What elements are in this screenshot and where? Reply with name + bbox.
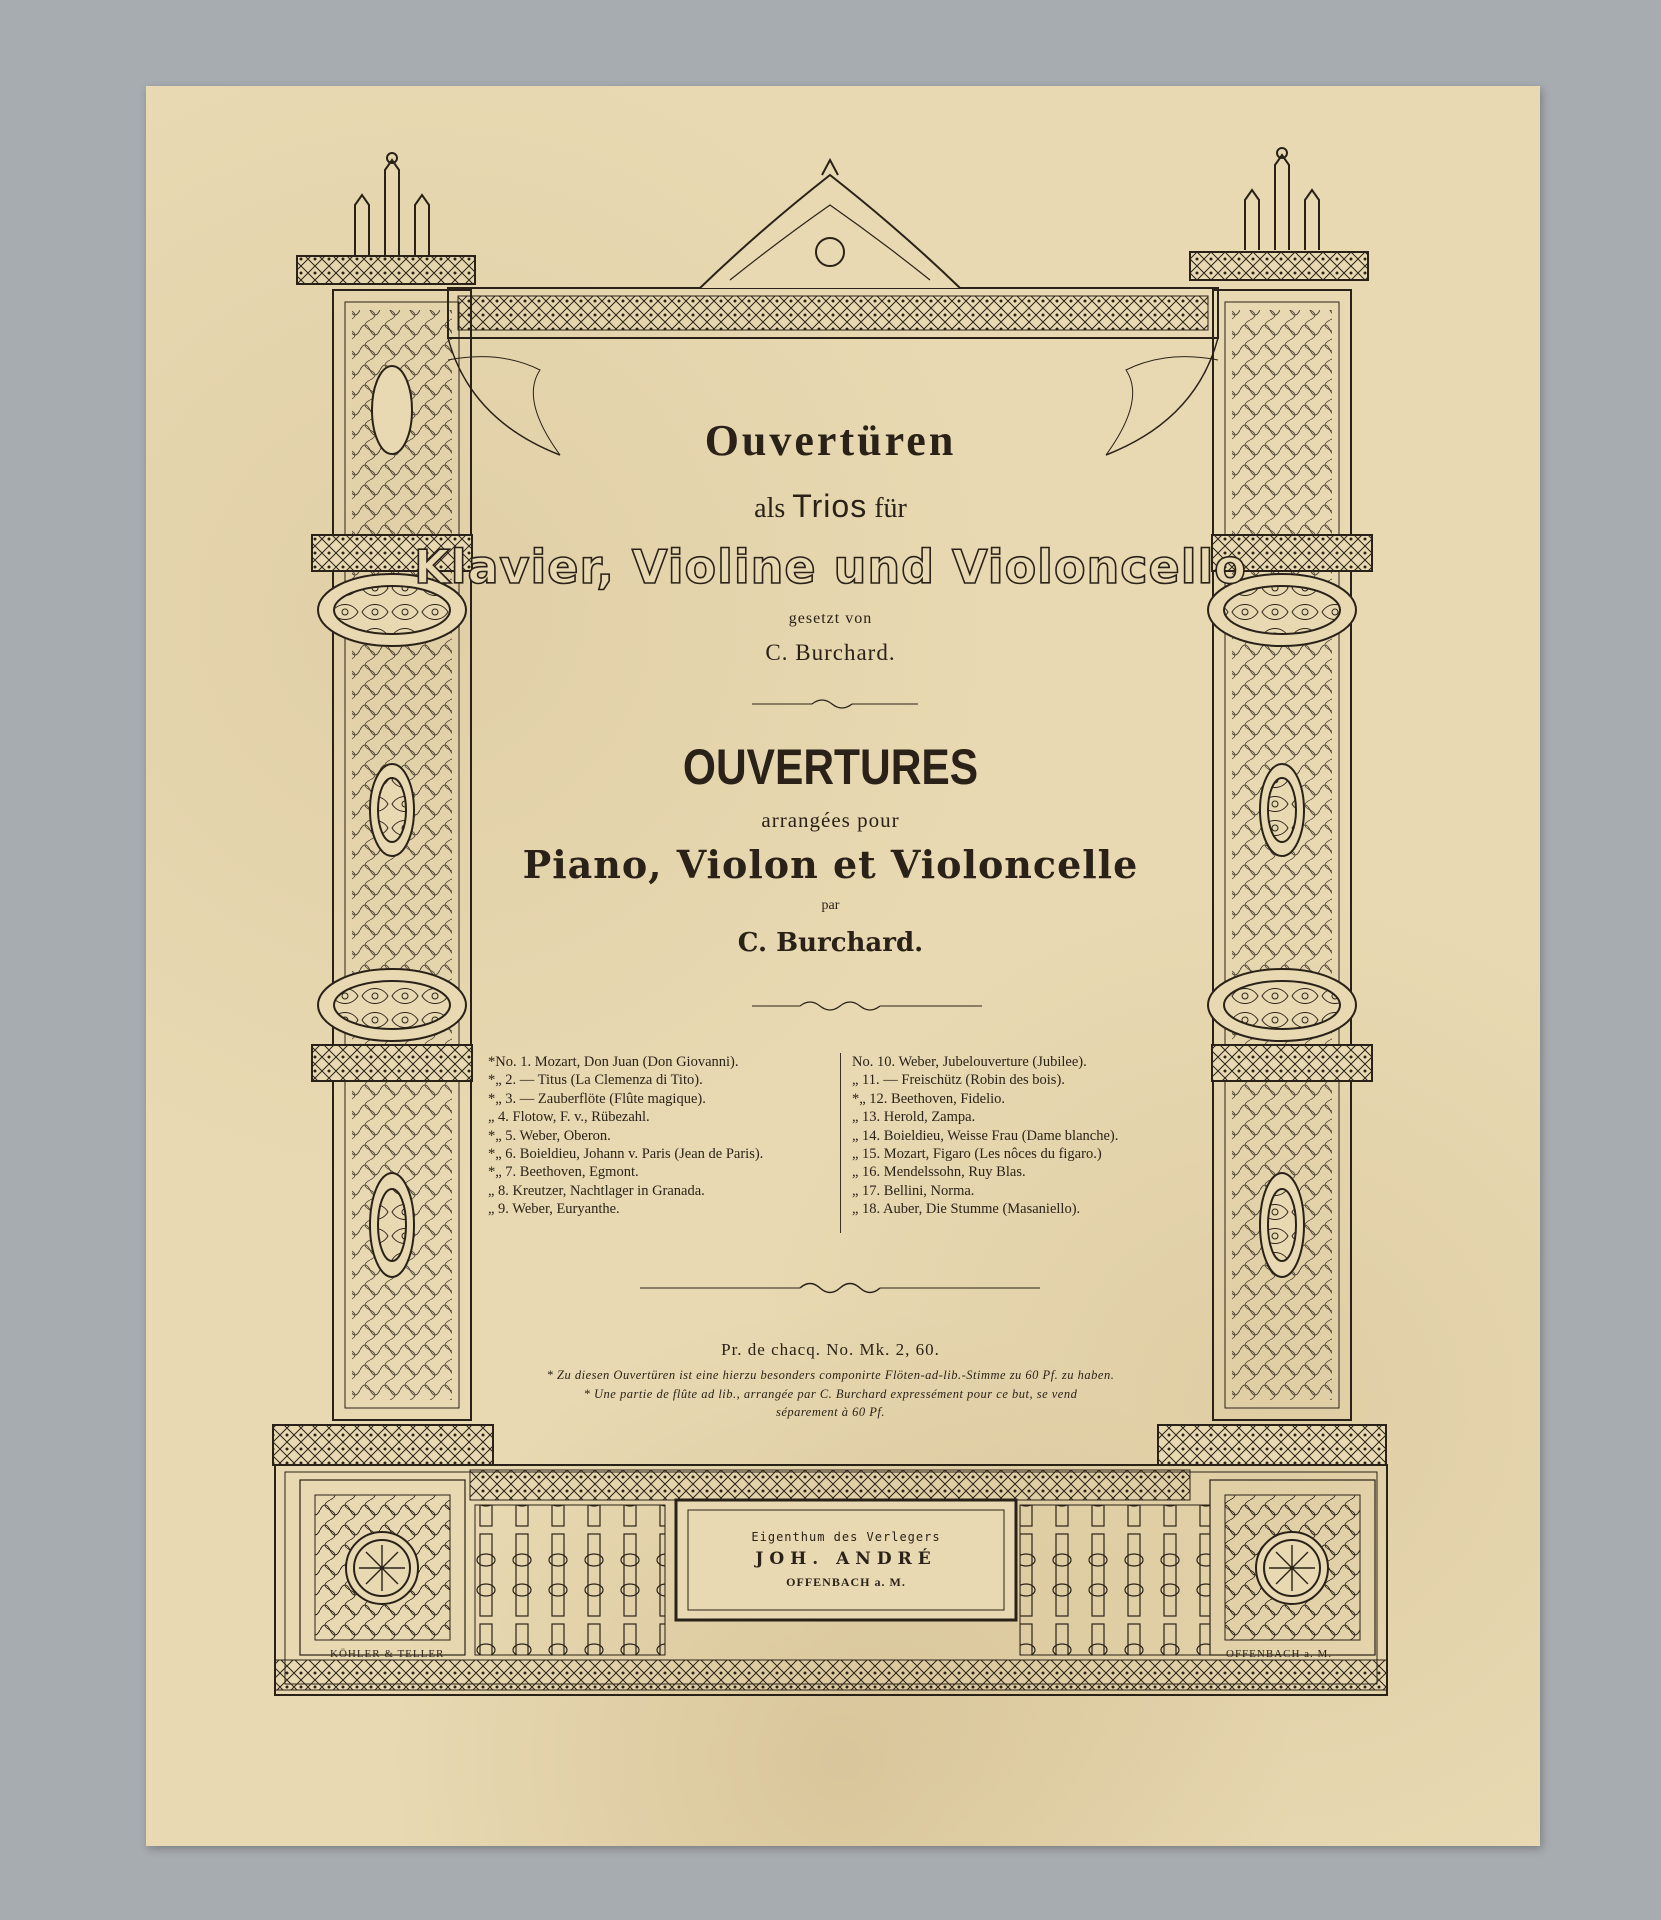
list-item: *„ 6. Boieldieu, Johann v. Paris (Jean de Paris). [488, 1145, 764, 1162]
list-item: *„ 7. Beethoven, Egmont. [488, 1164, 639, 1181]
word-par: par [821, 898, 840, 913]
list-item: *„ 3. — Zauberflöte (Flûte magique). [488, 1090, 706, 1107]
list-item: „ 8. Kreutzer, Nachtlager in Granada. [488, 1182, 705, 1199]
subtitle-als-trios [0, 488, 1661, 525]
arranger-de: C. Burchard. [765, 640, 896, 665]
publisher-name: JOH. ANDRÉ [755, 1549, 937, 1569]
note-french: * Une partie de flûte ad lib., arrangée par C. Burchard expressément pour ce but, se vend [583, 1387, 1078, 1401]
engraver-left: KÖHLER & TELLER [330, 1648, 445, 1660]
overture-list-left [488, 1053, 763, 1219]
word-fur: für [874, 493, 907, 524]
gesetzt-von: gesetzt von [788, 610, 873, 627]
instruments-fr: Piano, Violon et Violoncelle [522, 842, 1139, 887]
title-ouvertures: OUVERTURES [682, 739, 979, 795]
list-item: *„ 12. Beethoven, Fidelio. [852, 1090, 1006, 1107]
list-item: „ 13. Herold, Zampa. [852, 1109, 976, 1126]
word-als: als [754, 493, 786, 524]
list-item: „ 11. — Freischütz (Robin des bois). [852, 1072, 1065, 1089]
arrangees-pour: arrangées pour [761, 808, 900, 832]
publisher-eigenthum: Eigenthum des Verlegers [751, 1530, 941, 1544]
list-item: „ 18. Auber, Die Stumme (Masaniello). [852, 1201, 1081, 1218]
overture-list-right [852, 1053, 1118, 1219]
list-item: „ 9. Weber, Euryanthe. [488, 1201, 620, 1218]
publisher-city: OFFENBACH a. M. [786, 1575, 906, 1589]
note-french-cont: séparement à 60 Pf. [775, 1405, 886, 1419]
list-divider [840, 1053, 841, 1233]
list-item: *„ 2. — Titus (La Clemenza di Tito). [488, 1072, 703, 1089]
title-ouverturen: Ouvertüren [704, 416, 957, 465]
engraver-right: OFFENBACH a. M. [1226, 1648, 1333, 1660]
publisher-plaque [676, 1500, 1016, 1620]
list-item: „ 17. Bellini, Norma. [852, 1182, 975, 1199]
list-item: *No. 1. Mozart, Don Juan (Don Giovanni). [488, 1054, 739, 1070]
list-item: *„ 5. Weber, Oberon. [488, 1127, 611, 1144]
arranger-fr: C. Burchard. [737, 928, 924, 958]
list-item: „ 15. Mozart, Figaro (Les nôces du figaro.) [852, 1145, 1102, 1162]
list-item: „ 4. Flotow, F. v., Rübezahl. [488, 1109, 650, 1126]
list-item: „ 16. Mendelssohn, Ruy Blas. [852, 1164, 1026, 1181]
list-item: „ 14. Boieldieu, Weisse Frau (Dame blanche). [852, 1127, 1119, 1144]
word-trios: Trios [792, 488, 868, 524]
price-line: Pr. de chacq. No. Mk. 2, 60. [721, 1340, 940, 1359]
list-item: No. 10. Weber, Jubelouverture (Jubilee). [852, 1054, 1087, 1070]
instruments-de: Klavier, Violine und Violoncello [414, 540, 1247, 594]
note-german: * Zu diesen Ouvertüren ist eine hierzu besonders componirte Flöten-ad-lib.-Stimme zu 60 Pf. zu haben. [546, 1368, 1115, 1382]
